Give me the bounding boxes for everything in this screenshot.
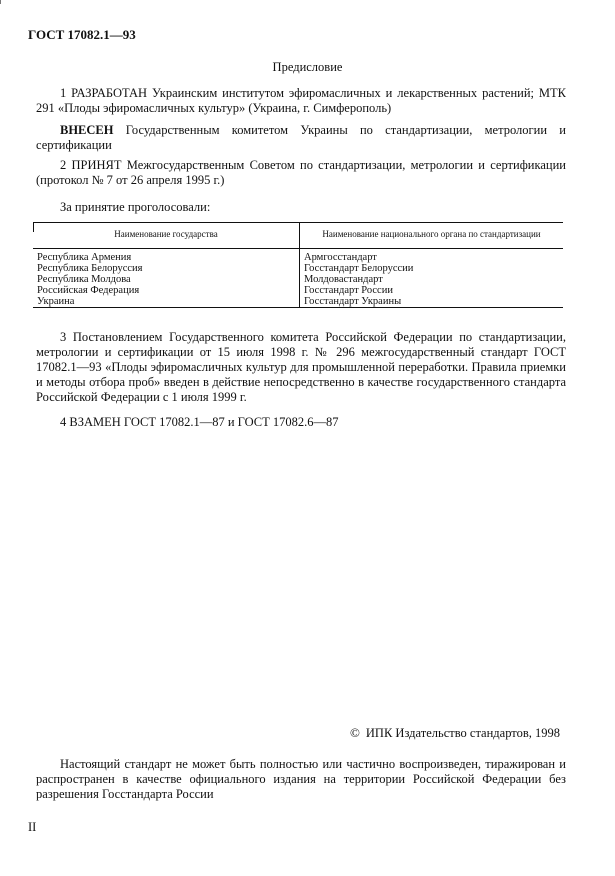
table-row bbox=[33, 249, 563, 264]
paragraph-text: Украинским институтом эфиромасличных и лекарственных растений; МТК 291 «Плоды эфиромасличных культур» (Украина, г. Симферополь) bbox=[36, 86, 567, 115]
document-code: ГОСТ 17082.1—93 bbox=[28, 27, 136, 42]
state-cell: Украина bbox=[37, 296, 75, 307]
reproduction-notice: Настоящий стандарт не может быть полностью или частично воспроизведен, тиражирован и распространен в качестве официального издания на территории Российской Федерации без разрешения Госстандарта России bbox=[36, 757, 566, 801]
paragraph-introduced bbox=[36, 123, 566, 153]
section-title: Предисловие bbox=[272, 60, 343, 74]
table-row bbox=[33, 296, 563, 308]
table-row bbox=[33, 274, 563, 285]
body-cell: Госстандарт Белоруссии bbox=[300, 263, 564, 274]
state-cell: Российская Федерация bbox=[37, 285, 140, 296]
paragraph-lead: 1 РАЗРАБОТАН bbox=[60, 86, 148, 100]
body-cell: Госстандарт Украины bbox=[300, 296, 564, 308]
body-cell: Госстандарт России bbox=[300, 285, 564, 296]
table-row bbox=[33, 285, 563, 296]
paragraph-replaces: 4 ВЗАМЕН ГОСТ 17082.1—87 и ГОСТ 17082.6—87 bbox=[60, 415, 339, 429]
state-cell: Республика Молдова bbox=[37, 274, 131, 285]
column-header-body: Наименование национального органа по стандартизации bbox=[300, 223, 564, 249]
paragraph-lead: ВНЕСЕН bbox=[60, 123, 114, 137]
paragraph-text: Государственным комитетом Украины по стандартизации, метрологии и сертификации bbox=[36, 123, 566, 152]
state-cell: Республика Белоруссия bbox=[37, 263, 143, 274]
table-row bbox=[33, 263, 563, 274]
body-cell: Молдовастандарт bbox=[300, 274, 564, 285]
voting-intro: За принятие проголосовали: bbox=[60, 200, 211, 214]
paragraph-developed bbox=[36, 86, 566, 116]
paragraph-enacted: 3 Постановлением Государственного комитета Российской Федерации по стандартизации, метрологии и сертификации от 15 июля 1998 г. № 296 межгосударственный стандарт ГОСТ 17082.1—93 «Плоды эфиромасличных культур для промышленной переработки. Правила приемки и методы отбора проб» введен в действие непосредственно в качестве государственного стандарта Российской Федерации с 1 июля 1999 г. bbox=[36, 330, 566, 404]
body-cell: Армгосстандарт bbox=[300, 249, 564, 264]
scan-speck bbox=[0, 0, 1, 4]
page-number: II bbox=[28, 820, 37, 834]
copyright bbox=[350, 725, 560, 741]
table-header-row bbox=[33, 223, 563, 249]
state-cell: Республика Армения bbox=[37, 252, 132, 263]
copyright-icon: © bbox=[350, 725, 360, 740]
voting-table bbox=[33, 222, 563, 308]
paragraph-adopted bbox=[36, 158, 566, 188]
paragraph-lead: 2 ПРИНЯТ bbox=[60, 158, 122, 172]
copyright-text: ИПК Издательство стандартов, 1998 bbox=[365, 726, 560, 740]
paragraph-text: Межгосударственным Советом по стандартизации, метрологии и сертификации (протокол № 7 от 26 апреля 1995 г.) bbox=[36, 158, 566, 187]
column-header-state: Наименование государства bbox=[33, 223, 300, 249]
